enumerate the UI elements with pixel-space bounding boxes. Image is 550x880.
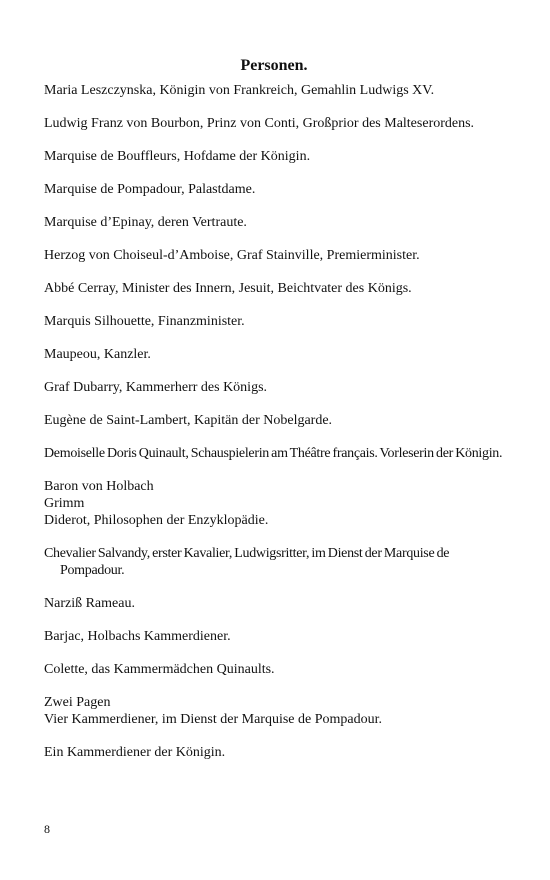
cast-line-pagen: Zwei Pagen xyxy=(44,695,111,710)
cast-entry-boufflers: Marquise de Boufflеurs, Hofdame der Königin. xyxy=(44,149,311,164)
cast-entry-cerray: Abbé Cerray, Minister des Innern, Jesuit, Beichtvater des Königs. xyxy=(44,281,412,296)
cast-entry-silhouette: Marquis Silhouette, Finanzminister. xyxy=(44,314,245,329)
cast-entry-choiseul: Herzog von Choiseul-d’Amboise, Graf Stainville, Premierminister. xyxy=(44,248,420,263)
cast-entry-pompadour: Marquise de Pompadour, Palastdame. xyxy=(44,182,256,197)
cast-line-holbach: Baron von Holbach xyxy=(44,479,154,494)
cast-group-philosophers xyxy=(44,478,504,529)
cast-entry-dubarry: Graf Dubarry, Kammerherr des Königs. xyxy=(44,380,268,395)
cast-line-diderot: Diderot, Philosophen der Enzyklopädie. xyxy=(44,513,269,528)
cast-entry-rameau: Narziß Rameau. xyxy=(44,596,135,611)
cast-entry-kammerdiener-koenigin: Ein Kammerdiener der Königin. xyxy=(44,745,226,760)
page-number: 8 xyxy=(44,822,50,836)
cast-entry-maria: Maria Leszczynska, Königin von Frankreich, Gemahlin Ludwigs XV. xyxy=(44,83,435,98)
cast-entry-epinay: Marquise d’Epinay, deren Vertraute. xyxy=(44,215,247,230)
cast-entry-barjac: Barjac, Holbachs Kammerdiener. xyxy=(44,629,231,644)
cast-list-page xyxy=(44,56,504,777)
page-title: Personen. xyxy=(240,57,308,74)
cast-entry-maupeou: Maupeou, Kanzler. xyxy=(44,347,151,362)
cast-entry-salvandy: Chevalier Salvandy, erster Kavalier, Ludwigsritter, im Dienst der Marquise de Pompadour. xyxy=(44,546,450,578)
cast-entry-saint-lambert: Eugène de Saint-Lambert, Kapitän der Nobelgarde. xyxy=(44,413,333,428)
cast-entry-conti: Ludwig Franz von Bourbon, Prinz von Conti, Großprior des Malteserordens. xyxy=(44,116,475,131)
cast-entry-colette: Colette, das Kammermädchen Quinaults. xyxy=(44,662,275,677)
cast-line-grimm: Grimm xyxy=(44,496,85,511)
cast-entry-quinault: Demoiselle Doris Quinault, Schauspielerin am Théâtre français. Vorleserin der Königin. xyxy=(44,446,503,461)
cast-line-kammerdiener: Vier Kammerdiener, im Dienst der Marquise de Pompadour. xyxy=(44,712,383,727)
cast-group-servants xyxy=(44,694,504,728)
